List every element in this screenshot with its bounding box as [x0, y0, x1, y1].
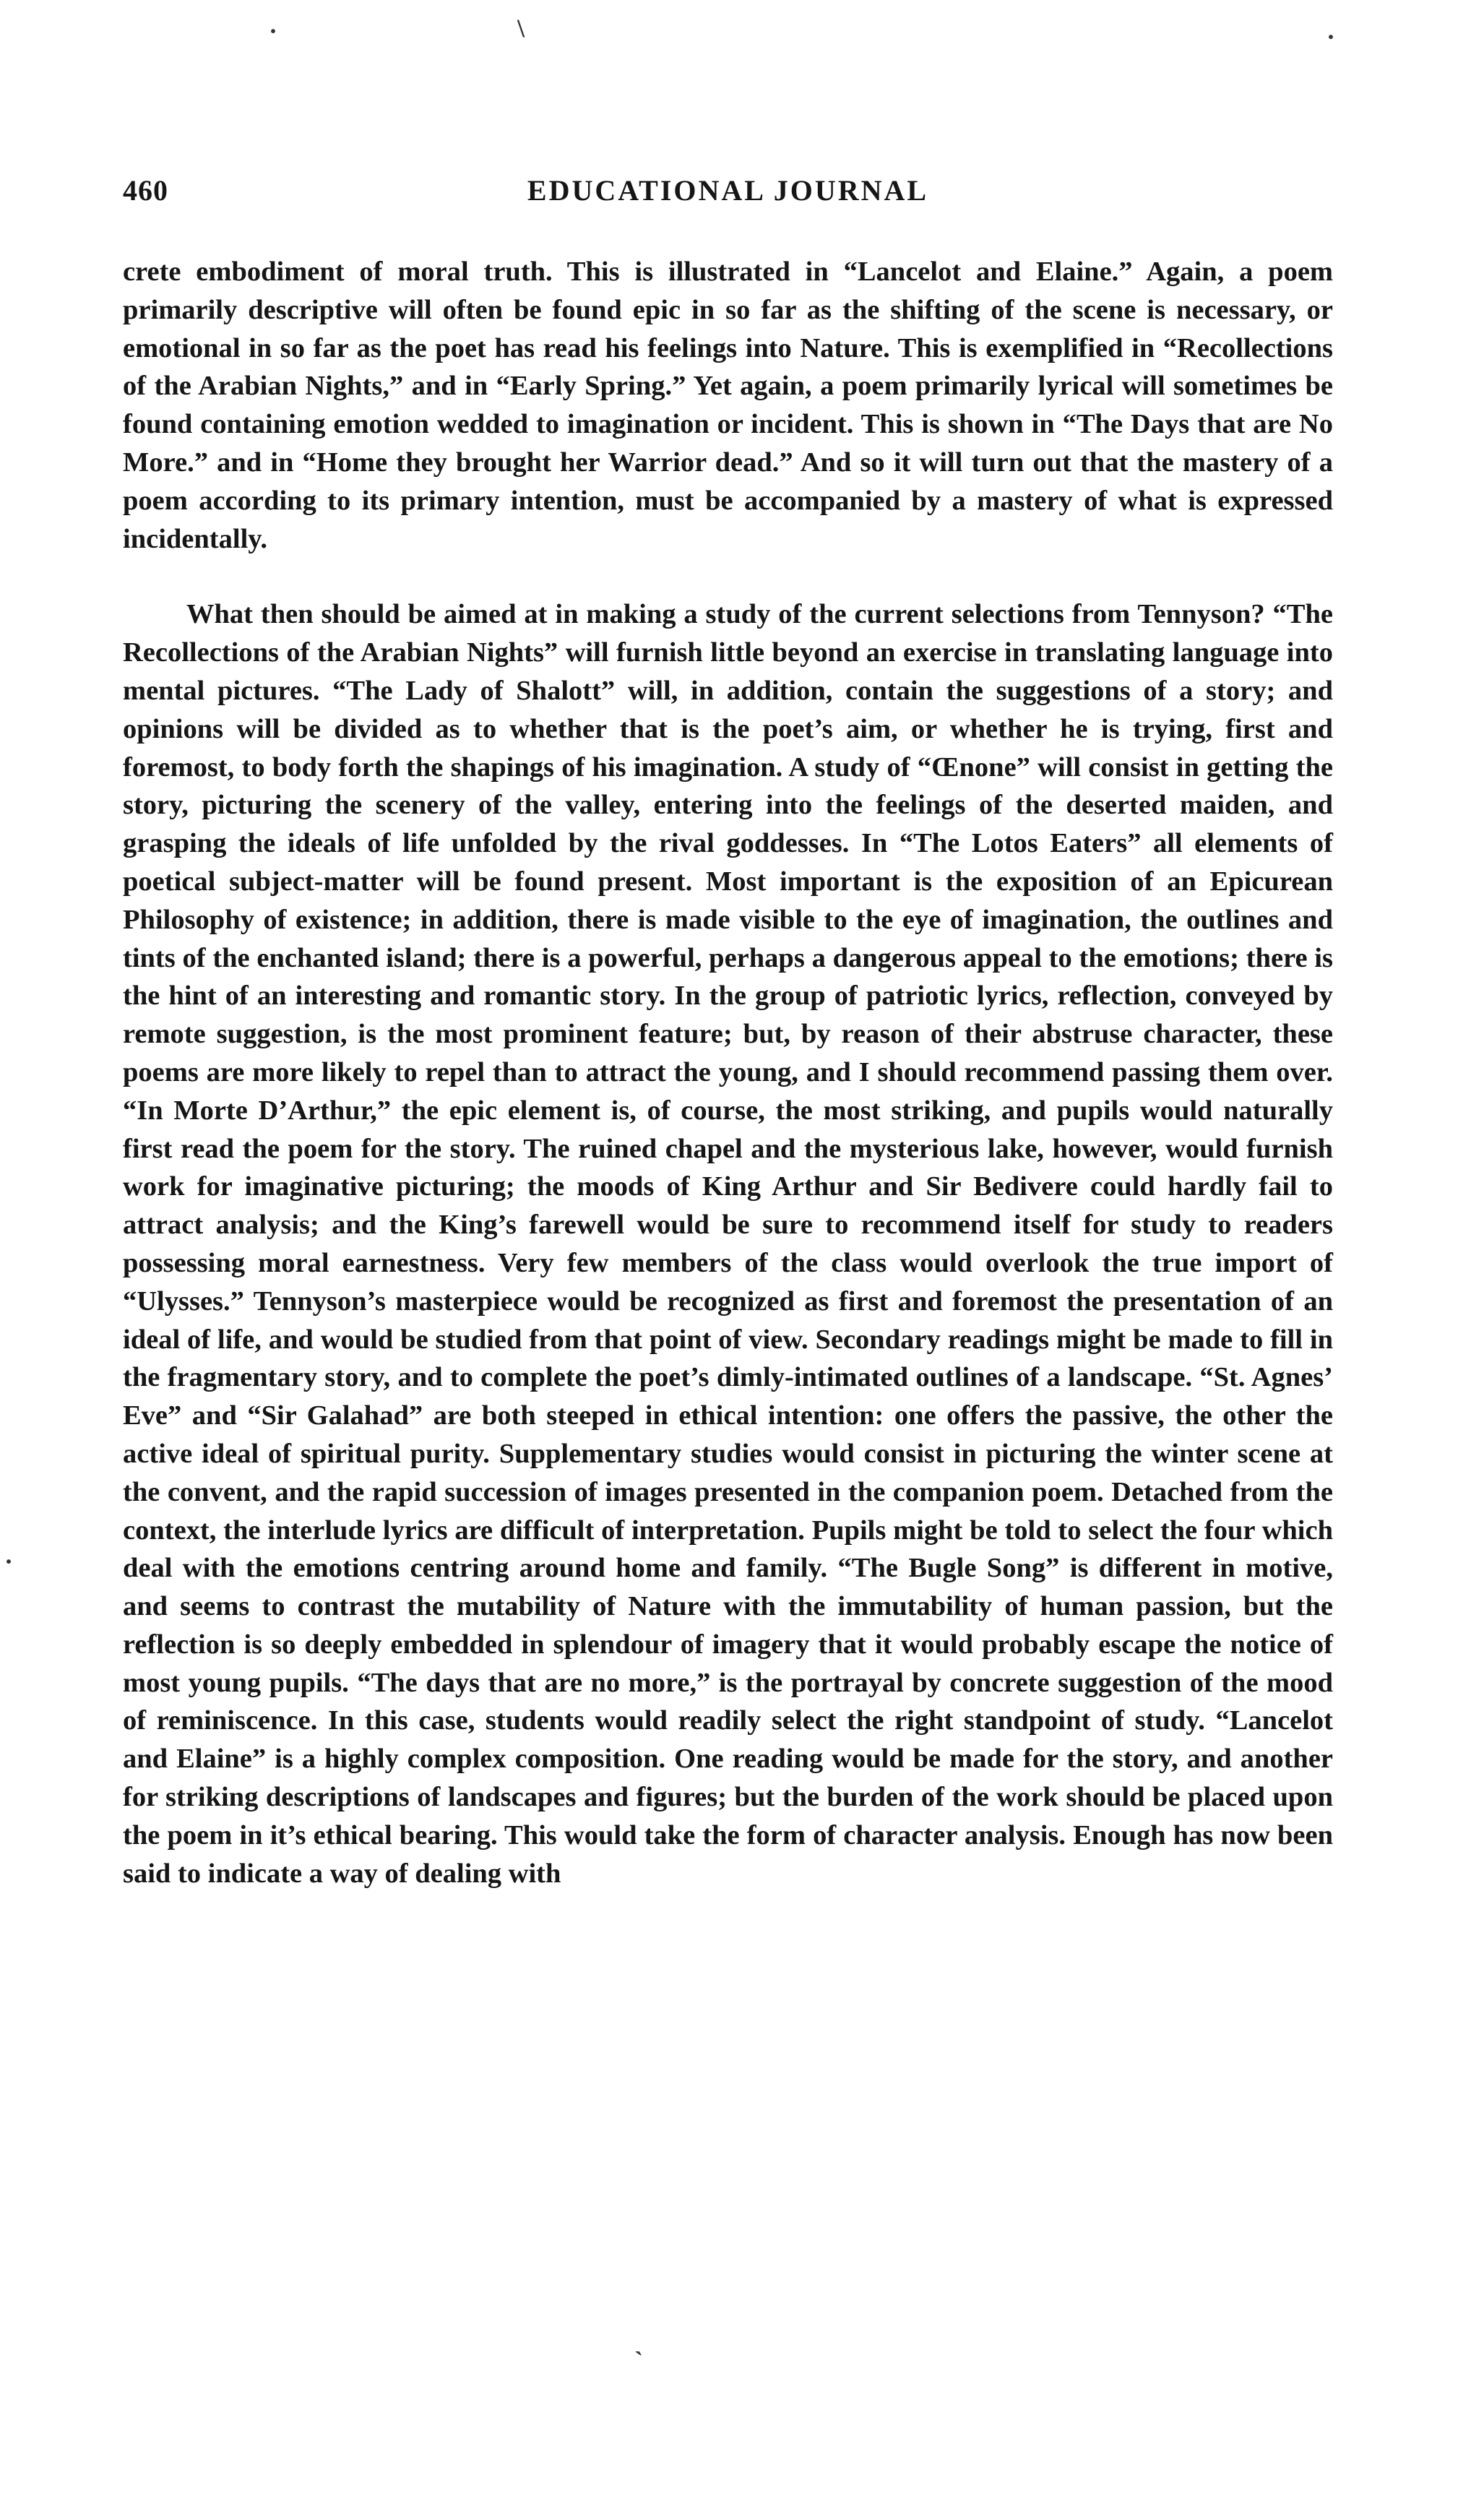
- running-head: EDUCATIONAL JOURNAL: [527, 174, 929, 207]
- scan-speck: ·: [269, 17, 278, 46]
- scan-speck: ˴: [634, 2335, 643, 2364]
- scan-speck: ·: [4, 1547, 14, 1576]
- page-header: [123, 173, 1333, 217]
- page-number: 460: [123, 174, 168, 207]
- scan-speck: \: [517, 14, 525, 43]
- paragraph-continuation: crete embodiment of moral truth. This is illustrated in “Lancelot and Elaine.” Again, a poem primarily descriptive will often be found epic in so far as the shifting of the scene is necessary, or emotional in so far as the poet has read his feelings into Nature. This is exemplified in “Recollections of the Arabian Nights,” and in “Early Spring.” Yet again, a poem primarily lyrical will sometimes be found containing emotion wedded to imagination or incident. This is shown in “The Days that are No More.” and in “Home they brought her Warrior dead.” And so it will turn out that the mastery of a poem according to its primary intention, must be accompanied by a mastery of what is expressed incidentally.: [123, 257, 1333, 554]
- page-body: [123, 253, 1333, 1892]
- paragraph-tennyson-selections: What then should be aimed at in making a study of the current selections from Tennyson? “The Recollections of the Arabian Nights” will furnish little beyond an exercise in translating language into mental pictures. “The Lady of Shalott” will, in addition, contain the suggestions of a story; and opinions will be divided as to whether that is the poet’s aim, or whether he is trying, first and foremost, to body forth the shapings of his imagination. A study of “Œnone” will consist in getting the story, picturing the scenery of the valley, entering into the feelings of the deserted maiden, and grasping the ideals of life unfolded by the rival goddesses. In “The Lotos Eaters” all elements of poetical subject-matter will be found present. Most important is the exposition of an Epicurean Philosophy of existence; in addition, there is made visible to the eye of imagination, the outlines and tints of the enchanted island; there is a powerful, perhaps a dangerous appeal to the emotions; there is the hint of an interesting and romantic story. In the group of patriotic lyrics, reflection, conveyed by remote suggestion, is the most prominent feature; but, by reason of their abstruse character, these poems are more likely to repel than to attract the young, and I should recommend passing them over. “In Morte D’Arthur,” the epic element is, of course, the most striking, and pupils would naturally first read the poem for the story. The ruined chapel and the mysterious lake, however, would furnish work for imaginative picturing; the moods of King Arthur and Sir Bedivere could hardly fail to attract analysis; and the King’s farewell would be sure to recommend itself for study to readers possessing moral earnestness. Very few members of the class would overlook the true import of “Ulysses.” Tennyson’s masterpiece would be recognized as first and foremost the presentation of an ideal of life, and would be studied from that point of view. Secondary readings might be made to fill in the fragmentary story, and to complete the poet’s dimly-intimated outlines of a landscape. “St. Agnes’ Eve” and “Sir Galahad” are both steeped in ethical intention: one offers the passive, the other the active ideal of spiritual purity. Supplementary studies would consist in picturing the winter scene at the convent, and the rapid succession of images presented in the companion poem. Detached from the context, the interlude lyrics are difficult of interpretation. Pupils might be told to select the four which deal with the emotions centring around home and family. “The Bugle Song” is different in motive, and seems to contrast the mutability of Nature with the immutability of human passion, but the reflection is so deeply embedded in splendour of imagery that it would probably escape the notice of most young pupils. “The days that are no more,” is the portrayal by concrete suggestion of the mood of reminiscence. In this case, students would readily select the right standpoint of study. “Lancelot and Elaine” is a highly complex composition. One reading would be made for the story, and another for striking descriptions of landscapes and figures; but the burden of the work should be placed upon the poem in it’s ethical bearing. This would take the form of character analysis. Enough has now been said to indicate a way of dealing with: [123, 599, 1333, 1889]
- scan-speck: ·: [1326, 22, 1336, 51]
